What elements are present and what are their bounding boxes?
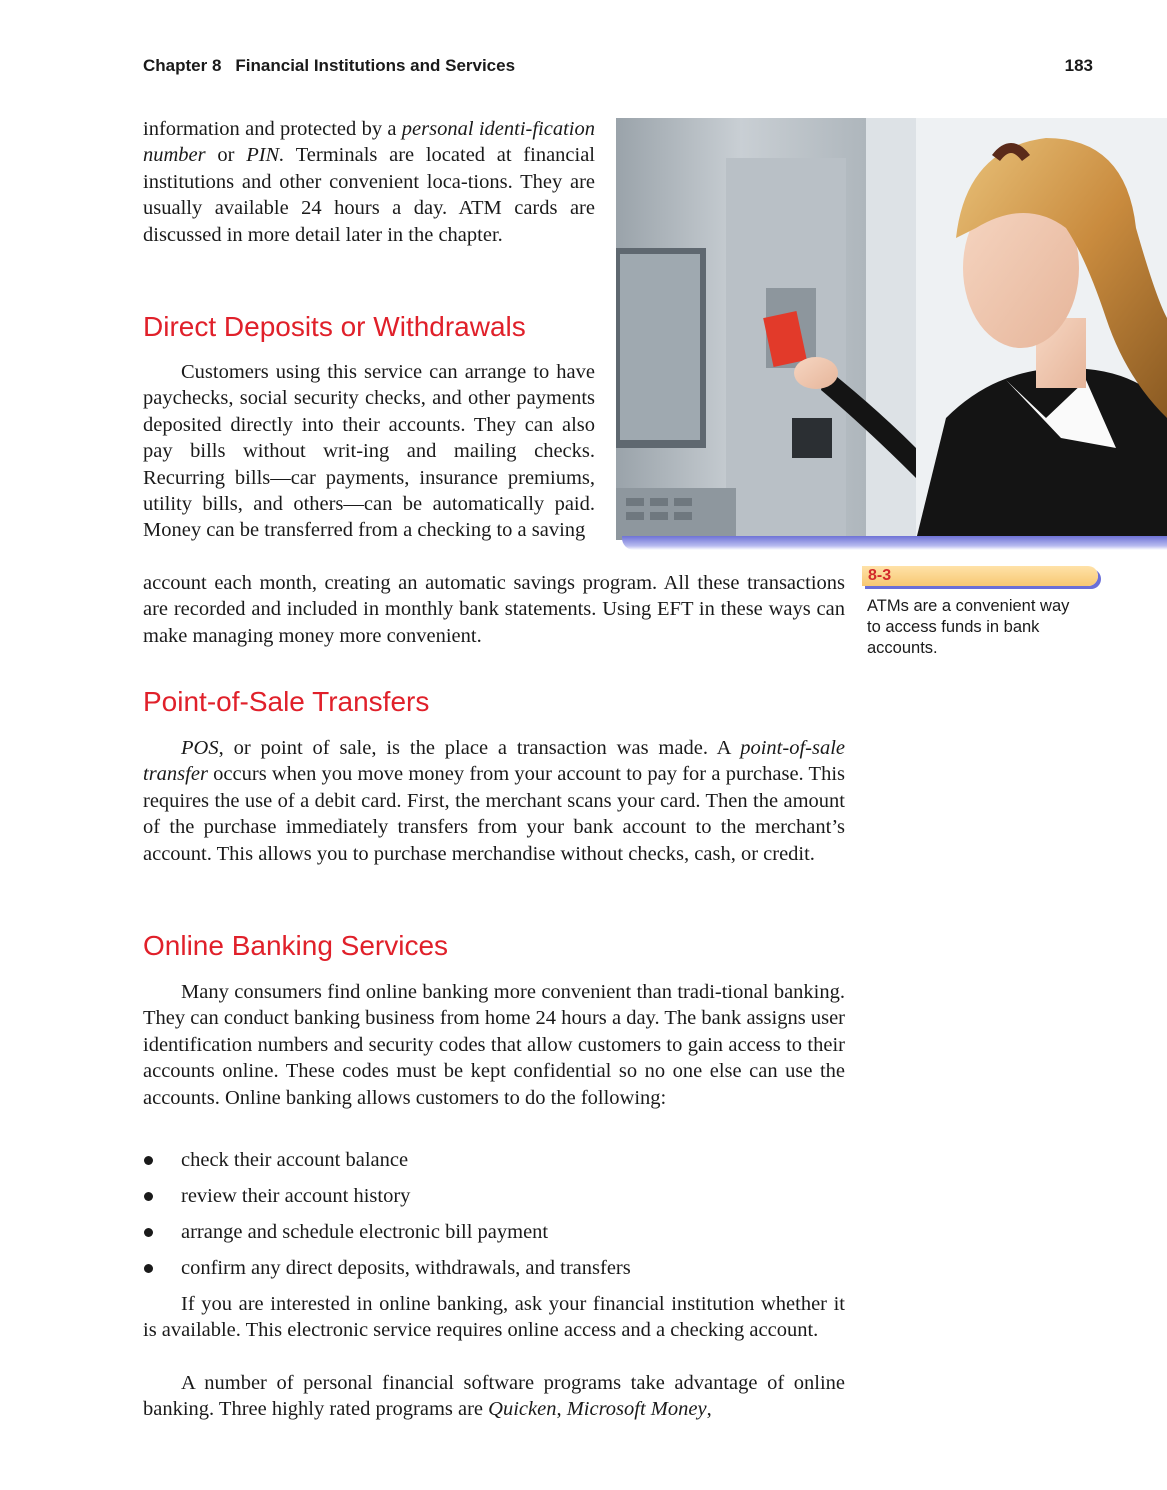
bullet-icon [144, 1228, 153, 1237]
page-number: 183 [1064, 56, 1093, 75]
heading-online-banking: Online Banking Services [143, 930, 449, 961]
term-microsoft-money: Microsoft Money [566, 1398, 707, 1421]
chapter-heading [143, 56, 515, 76]
direct-deposits-paragraph [143, 359, 595, 544]
online-banking-paragraph-2 [143, 1291, 845, 1344]
list-item-text: confirm any direct deposits, withdrawals, and transfers [181, 1257, 631, 1279]
heading-direct-deposits: Direct Deposits or Withdrawals [143, 311, 526, 342]
term-pin: PIN. [246, 144, 285, 167]
software-text-1: A number of personal financial software programs take advantage of online banking. Three highly rated programs are [143, 1372, 845, 1421]
software-text-3: , [706, 1398, 712, 1421]
chapter-title: Financial Institutions and Services [235, 56, 516, 75]
figure-number: 8-3 [868, 567, 892, 584]
bullet-icon [144, 1264, 153, 1273]
intro-text-3: Terminals are located at financial institutions and other convenient loca-tions. They are usually available 24 hours a day. ATM cards are discussed in more detail later in the chapter. [143, 144, 596, 246]
figure-caption: ATMs are a convenient way to access funds in bank accounts. [867, 597, 1070, 657]
software-text-2: , [556, 1398, 567, 1421]
pos-text-1: , or point of sale, is the place a transaction was made. A [218, 737, 741, 759]
list-item [143, 1255, 845, 1291]
chapter-label: Chapter 8 [143, 56, 222, 75]
list-item [143, 1147, 845, 1183]
list-item-text: arrange and schedule electronic bill payment [181, 1221, 549, 1243]
online-banking-text-2: If you are interested in online banking, ask your financial institution whether it is available. This electronic service requires online access and a checking account. [143, 1293, 845, 1342]
online-banking-list [143, 1147, 845, 1291]
heading-point-of-sale: Point-of-Sale Transfers [143, 686, 430, 717]
term-pos: POS [181, 737, 219, 759]
running-header [143, 56, 1093, 80]
bullet-icon [144, 1156, 153, 1165]
intro-text-1: information and protected by a [143, 118, 402, 140]
online-banking-text: Many consumers find online banking more convenient than tradi-tional banking. They can conduct banking business from home 24 hours a day. The bank assigns user identification numbers and security codes that allow customers to gain access to their accounts online. These codes must be kept confidential so no one else can use the accounts. Online banking allows customers to do the following: [143, 981, 845, 1109]
intro-paragraph [143, 116, 595, 248]
list-item [143, 1219, 845, 1255]
atm-illustration [616, 118, 1167, 540]
intro-text-2: or [205, 144, 247, 167]
direct-deposits-text-cont: account each month, creating an automatic savings program. All these transactions are recorded and included in monthly bank statements. Using EFT in these ways can make managing money more convenient. [143, 572, 845, 647]
list-item [143, 1183, 845, 1219]
direct-deposits-paragraph-cont [143, 570, 845, 649]
bullet-icon [144, 1192, 153, 1201]
pos-paragraph [143, 735, 845, 867]
figure-number-badge [862, 566, 1098, 586]
online-banking-paragraph [143, 979, 845, 1111]
direct-deposits-text: Customers using this service can arrange to have paychecks, social security checks, and other payments deposited directly into their accounts. They can also pay bills without writ-ing and mailing checks. Recurring bills—car payments, insurance premiums, utility bills, and others—can be automatically paid. Money can be transferred from a checking to a saving [143, 361, 595, 542]
list-item-text: review their account history [181, 1185, 411, 1207]
photo-shadow [622, 536, 1167, 550]
pos-text-2: occurs when you move money from your account to pay for a purchase. This requires the use of a debit card. First, the merchant scans your card. Then the amount of the purchase immediately transfers from your bank account to the merchant’s account. This allows you to purchase merchandise without checks, cash, or credit. [143, 763, 845, 865]
term-point-of-sale-transfer: point-of-sale transfer [143, 737, 845, 786]
term-personal-identification-number: personal identi-fication number [143, 118, 595, 167]
list-item-text: check their account balance [181, 1149, 409, 1171]
term-quicken: Quicken [488, 1398, 557, 1421]
atm-photo [616, 118, 1167, 540]
online-banking-paragraph-3 [143, 1370, 845, 1423]
